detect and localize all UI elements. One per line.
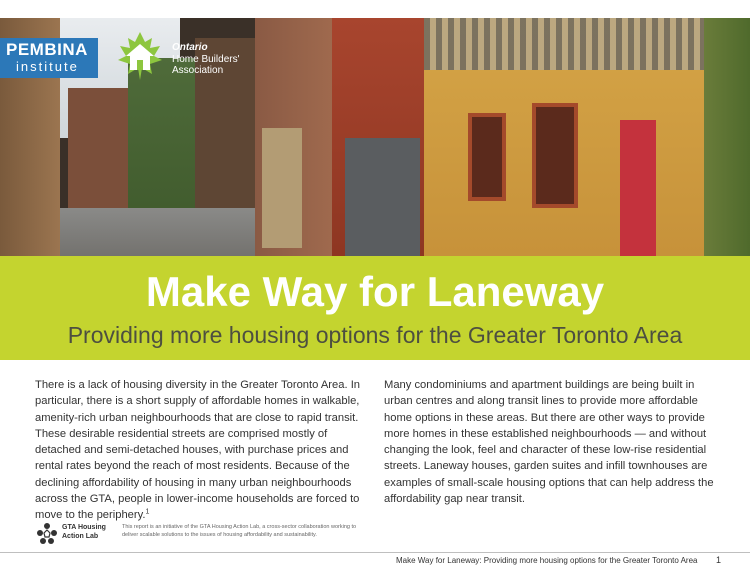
gta-housing-lab-icon	[35, 521, 59, 545]
gta-label-line1: GTA Housing	[62, 524, 106, 531]
running-title: Make Way for Laneway: Providing more housing options for the Greater Toronto Area	[396, 556, 698, 565]
laneway-road	[60, 208, 260, 256]
window-left	[468, 113, 506, 201]
body-column-right	[384, 377, 724, 507]
ohba-logo-subtitle: Home Builders' Association	[172, 54, 240, 76]
pembina-logo-text: PEMBINA	[6, 40, 88, 59]
gta-description: This report is an initiative of the GTA Housing Action Lab, a cross-sector collaboration working to deliver scalable solutions to the issues of housing affordability and sustainability.	[122, 524, 357, 538]
page-number: 1	[716, 555, 722, 565]
page-subtitle: Providing more housing options for the Greater Toronto Area	[67, 322, 683, 348]
pembina-logo-subtext: institute	[16, 59, 79, 74]
building-left-2	[68, 88, 128, 228]
intro-paragraph: There is a lack of housing diversity in the Greater Toronto Area. In particular, there is a short supply of affordable homes in walkable, amenity-rich urban neighbourhoods that are close to rapid transit. These desirable residential streets are comprised mostly of detached and semi-detached houses, with purchase prices and rental rates beyond the reach of most residents. Because of the declining affordability of housing in many urban neighbourhoods across the GTA, people in lower-income households are forced to move to the periphery.	[35, 379, 361, 522]
ohba-logo-name: Ontario	[172, 42, 208, 53]
page-title: Make Way for Laneway	[145, 268, 605, 315]
window-right	[532, 103, 578, 208]
body-column-left	[35, 377, 375, 524]
decorative-frieze	[424, 18, 704, 70]
red-door	[620, 120, 656, 256]
footer-divider	[0, 552, 750, 553]
ohba-logo	[114, 30, 294, 88]
garage-door	[262, 128, 302, 248]
gta-housing-lab-label	[62, 523, 112, 541]
hero-photo-laneway	[0, 18, 750, 256]
ivy-wall	[704, 18, 750, 256]
garage-door-grey	[345, 138, 420, 256]
footnote-marker: 1	[145, 508, 150, 516]
gta-label-line2: Action Lab	[62, 533, 99, 540]
title-banner	[0, 256, 750, 360]
second-paragraph: Many condominiums and apartment buildings are being built in urban centres and along transit lines to provide more affordable home options in these areas. But there are other ways to provide more homes in these established neighbourhoods — and without changing the look, feel and character of these low-rise residential streets. Laneway houses, garden suites and infill townhouses are examples of small-scale housing options that can help address the affordability gap near transit.	[384, 379, 714, 506]
maple-leaf-house-icon	[114, 30, 166, 82]
pembina-logo	[0, 38, 98, 78]
